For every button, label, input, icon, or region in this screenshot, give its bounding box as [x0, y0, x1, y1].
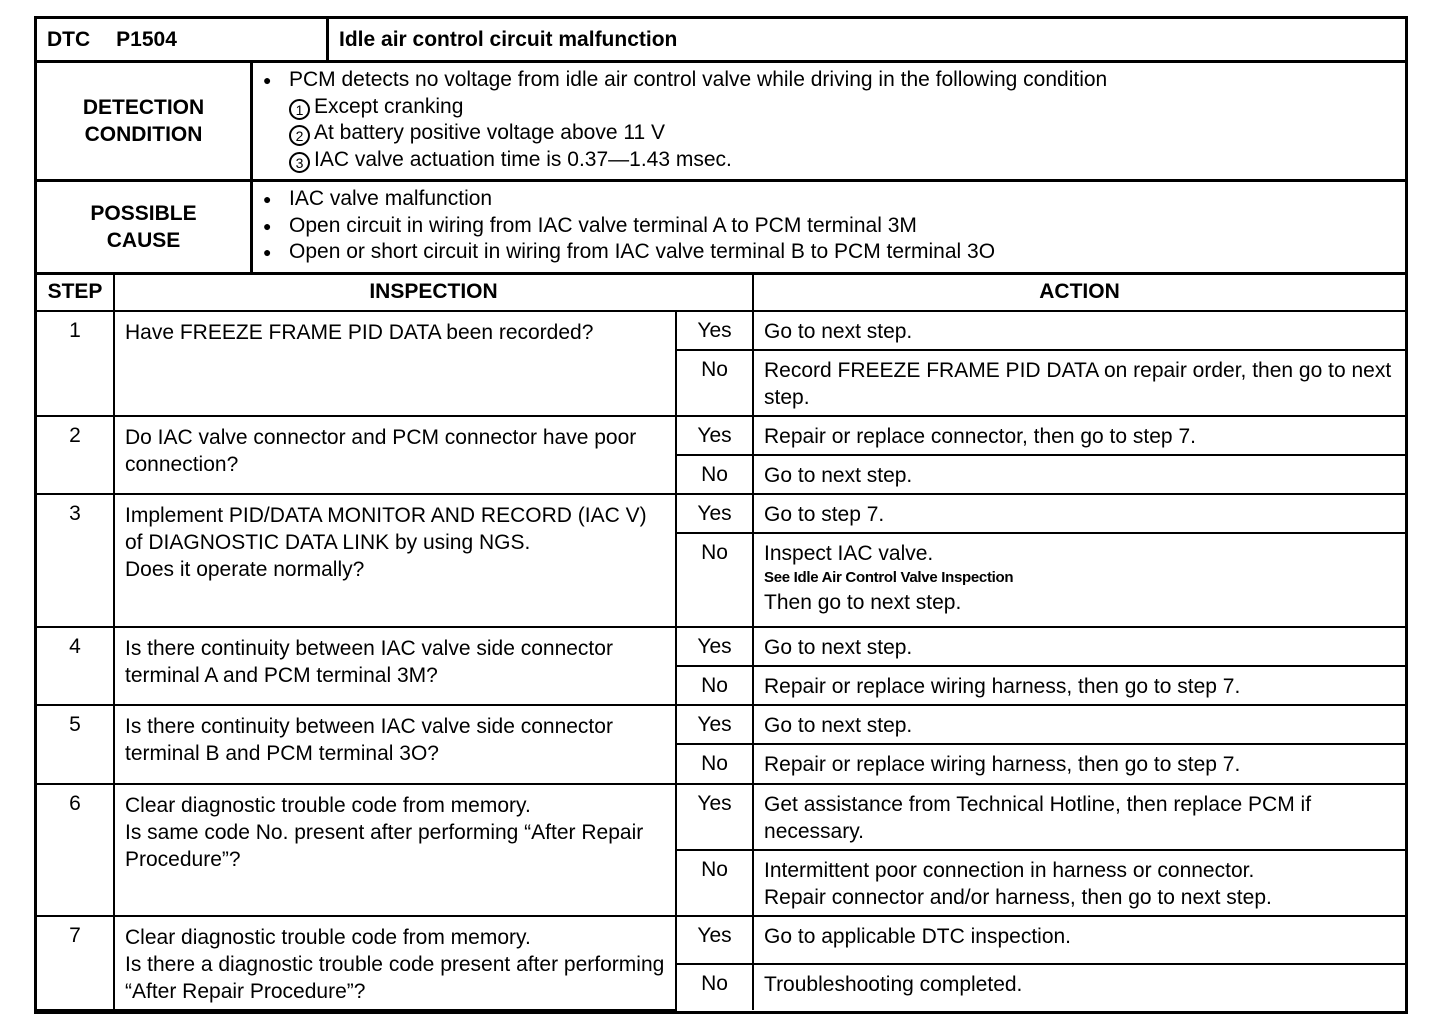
no-label: No [676, 666, 753, 705]
yes-action: Go to next step. [753, 705, 1405, 744]
bullet-icon: ● [263, 244, 272, 260]
step-inspection: Is there continuity between IAC valve side connector terminal A and PCM terminal 3M? [114, 627, 676, 705]
table-row [37, 705, 1405, 744]
dtc-code: P1504 [116, 27, 177, 51]
no-action: Go to next step. [753, 455, 1405, 494]
dtc-header [37, 19, 1405, 63]
no-action-cell [753, 533, 1405, 627]
step-inspection: Clear diagnostic trouble code from memory. Is there a diagnostic trouble code present after performing “After Repair Procedure”? [114, 916, 676, 1010]
column-header-step: STEP [37, 275, 114, 311]
table-row [37, 916, 1405, 964]
yes-label: Yes [676, 627, 753, 666]
step-inspection: Clear diagnostic trouble code from memory. Is same code No. present after performing “After Repair Procedure”? [114, 784, 676, 916]
possible-cause-label [37, 182, 253, 272]
step-number: 6 [37, 784, 114, 916]
column-header-action: ACTION [753, 275, 1405, 311]
no-action: Troubleshooting completed. [753, 964, 1405, 1010]
no-label: No [676, 744, 753, 784]
circled-number-icon: 2 [289, 125, 310, 146]
cause-text: Open or short circuit in wiring from IAC valve terminal B to PCM terminal 3O [289, 240, 996, 263]
step-number: 2 [37, 416, 114, 494]
circled-number-icon: 3 [289, 152, 310, 173]
detection-condition-label [37, 63, 253, 179]
table-row [37, 311, 1405, 350]
no-action: Repair or replace wiring harness, then go to step 7. [753, 744, 1405, 784]
detection-main [263, 67, 1397, 94]
bullet-icon: ● [263, 217, 272, 234]
step-number: 7 [37, 916, 114, 1010]
possible-cause-item [263, 239, 1397, 266]
table-row [37, 416, 1405, 455]
yes-action: Repair or replace connector, then go to step 7. [753, 416, 1405, 455]
step-inspection: Is there continuity between IAC valve side connector terminal B and PCM terminal 3O? [114, 705, 676, 784]
no-label: No [676, 850, 753, 916]
yes-action: Go to next step. [753, 311, 1405, 350]
no-action: Record FREEZE FRAME PID DATA on repair order, then go to next step. [753, 350, 1405, 416]
detection-condition-item [263, 147, 1397, 174]
detection-condition-item [263, 94, 1397, 121]
possible-cause-label-line2: CAUSE [106, 228, 181, 252]
possible-cause-row [37, 182, 1405, 275]
step-number: 4 [37, 627, 114, 705]
yes-label: Yes [676, 494, 753, 533]
detection-label-line1: DETECTION [82, 96, 205, 119]
dtc-label: DTC [47, 27, 91, 51]
possible-cause-item [263, 213, 1397, 240]
detection-condition-item [263, 120, 1397, 147]
yes-action: Get assistance from Technical Hotline, then replace PCM if necessary. [753, 784, 1405, 850]
condition-text: Except cranking [314, 94, 464, 118]
step-number: 1 [37, 311, 114, 416]
table-row [37, 494, 1405, 533]
yes-action: Go to step 7. [753, 494, 1405, 533]
cause-text: IAC valve malfunction [289, 187, 493, 210]
no-label: No [676, 533, 753, 627]
condition-text: At battery positive voltage above 11 V [314, 121, 665, 144]
table-row [37, 784, 1405, 850]
yes-label: Yes [676, 416, 753, 455]
step-number: 5 [37, 705, 114, 784]
yes-action: Go to next step. [753, 627, 1405, 666]
dtc-procedure-sheet [34, 16, 1408, 1014]
yes-label: Yes [676, 705, 753, 744]
table-header-row [37, 275, 1405, 311]
column-header-inspection: INSPECTION [114, 275, 753, 311]
yes-label: Yes [676, 311, 753, 350]
table-row [37, 627, 1405, 666]
bullet-icon: ● [263, 191, 272, 207]
step-inspection: Have FREEZE FRAME PID DATA been recorded? [114, 311, 676, 416]
reference-note: See Idle Air Control Valve Inspection [764, 568, 1014, 586]
no-action: Inspect IAC valve. [764, 541, 934, 565]
possible-cause-label-line1: POSSIBLE [90, 201, 197, 225]
possible-cause-body [253, 182, 1405, 272]
dtc-title: Idle air control circuit malfunction [339, 27, 678, 51]
step-inspection: Implement PID/DATA MONITOR AND RECORD (IAC V) of DIAGNOSTIC DATA LINK by using NGS. Does it operate normally? [114, 494, 676, 627]
no-action: Intermittent poor connection in harness or connector. Repair connector and/or harness, then go to next step. [753, 850, 1405, 916]
yes-label: Yes [676, 916, 753, 964]
yes-label: Yes [676, 784, 753, 850]
condition-text: IAC valve actuation time is 0.37—1.43 msec. [314, 147, 732, 171]
cause-text: Open circuit in wiring from IAC valve terminal A to PCM terminal 3M [289, 213, 917, 237]
bullet-icon: ● [263, 72, 272, 88]
detection-main-text: PCM detects no voltage from idle air control valve while driving in the following condition [289, 68, 1108, 91]
detection-label-line2: CONDITION [84, 123, 203, 146]
yes-action: Go to applicable DTC inspection. [753, 916, 1405, 964]
step-inspection: Do IAC valve connector and PCM connector have poor connection? [114, 416, 676, 494]
no-label: No [676, 350, 753, 416]
no-label: No [676, 455, 753, 494]
detection-condition-body [253, 63, 1405, 179]
no-action: Repair or replace wiring harness, then go to step 7. [753, 666, 1405, 705]
circled-number-icon: 1 [289, 99, 310, 120]
inspection-steps-table [37, 275, 1405, 1011]
possible-cause-item [263, 186, 1397, 213]
step-number: 3 [37, 494, 114, 627]
detection-condition-row [37, 63, 1405, 182]
no-action-continuation: Then go to next step. [764, 590, 962, 614]
dtc-code-cell [37, 19, 329, 60]
no-label: No [676, 964, 753, 1010]
